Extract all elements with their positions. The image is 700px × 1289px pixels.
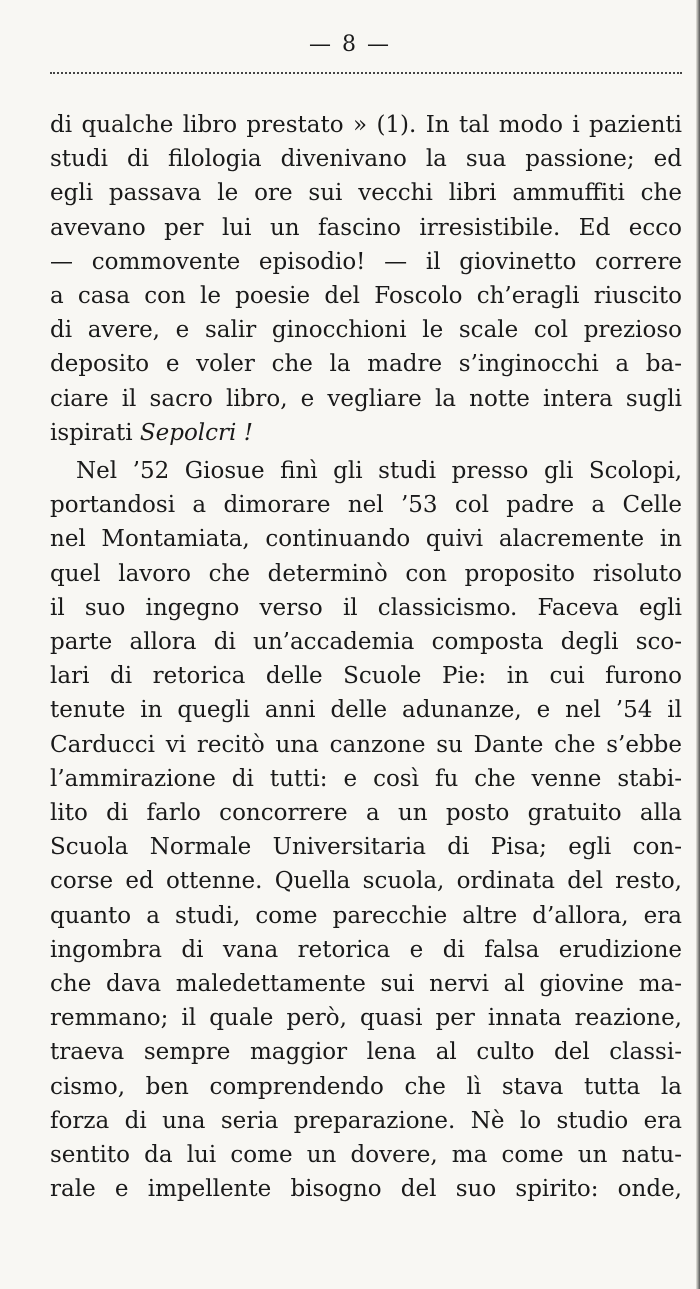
page-number: — 8 — [309, 32, 391, 57]
text-line: lito di farlo concorrere a un posto gratuito alla [50, 800, 682, 827]
text-line: egli passava le ore sui vecchi libri ammuffiti che [50, 180, 682, 207]
italic-title: Sepolcri ! [139, 419, 253, 446]
text-line: parte allora di un’accademia composta degli sco- [50, 629, 682, 656]
text-line: l’ammirazione di tutti: e così fu che venne stabi- [50, 765, 682, 792]
text-line: a casa con le poesie del Foscolo ch’eragli riuscito [50, 283, 682, 310]
text-line: quel lavoro che determinò con proposito risoluto [50, 560, 682, 587]
text-line: traeva sempre maggior lena al culto del classi- [50, 1039, 682, 1066]
text-line: Nel ’52 Giosue finì gli studi presso gli Scolopi, [76, 458, 682, 485]
text-line: tenute in quegli anni delle adunanze, e nel ’54 il [50, 697, 682, 724]
text-line: avevano per lui un fascino irresistibile. Ed ecco [50, 214, 682, 241]
text-line: ingombra di vana retorica e di falsa erudizione [50, 936, 682, 963]
page-edge-shadow [696, 0, 700, 1289]
header-divider [50, 72, 682, 74]
text-line: quanto a studi, come parecchie altre d’allora, era [50, 902, 682, 929]
text-line: di qualche libro prestato » (1). In tal modo i pazienti [50, 112, 682, 138]
text-line: sentito da lui come un dovere, ma come un natu- [50, 1142, 682, 1169]
text-line: Carducci vi recitò una canzone su Dante che s’ebbe [50, 731, 682, 758]
text-line: studi di filologia divenivano la sua passione; ed [50, 146, 682, 173]
text-line: remmano; il quale però, quasi per innata reazione, [50, 1005, 682, 1032]
text-line: cismo, ben comprendendo che lì stava tutta la [50, 1073, 682, 1100]
text-line: deposito e voler che la madre s’inginocchi a ba- [50, 351, 682, 378]
text-line: lari di retorica delle Scuole Pie: in cui furono [50, 663, 682, 690]
text-line: forza di una seria preparazione. Nè lo studio era [50, 1107, 682, 1134]
text-line: — commovente episodio! — il giovinetto correre [50, 248, 682, 275]
text-line: corse ed ottenne. Quella scuola, ordinata del resto, [50, 868, 682, 895]
text-line: rale e impellente bisogno del suo spirito: onde, [50, 1176, 682, 1203]
text-fragment: ispirati [50, 419, 140, 446]
body-text [50, 108, 682, 1207]
text-line: di avere, e salir ginocchioni le scale col prezioso [50, 317, 682, 344]
text-line: ciare il sacro libro, e vegliare la notte intera sugli [50, 385, 682, 412]
text-line: il suo ingegno verso il classicismo. Faceva egli [50, 594, 682, 621]
paragraph-1 [50, 108, 682, 450]
text-line-last [50, 416, 682, 450]
text-line: Scuola Normale Universitaria di Pisa; egli con- [50, 834, 682, 861]
paragraph-2 [50, 454, 682, 1206]
text-line: che dava maledettamente sui nervi al giovine ma- [50, 971, 682, 998]
text-line: nel Montamiata, continuando quivi alacremente in [50, 526, 682, 553]
text-line: portandosi a dimorare nel ’53 col padre a Celle [50, 492, 682, 519]
